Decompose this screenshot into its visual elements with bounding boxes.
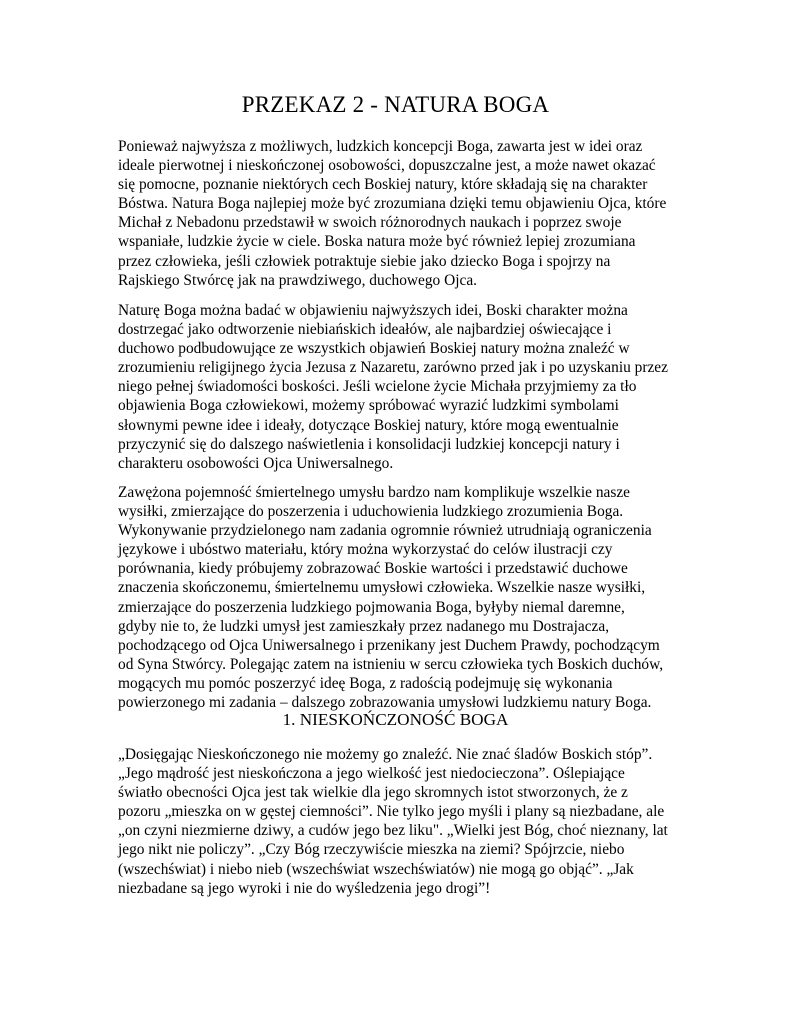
text-line: zrozumieniu religijnego życia Jezusa z Nazaretu, zarówno przed jak i po uzyskaniu przez: [118, 359, 668, 377]
text-line: przyczynić się do dalszego naświetlenia i konsolidacji ludzkiej koncepcji natury i: [118, 435, 620, 453]
text-line: od Syna Stwórcy. Polegając zatem na istnieniu w sercu człowieka tych Boskich duchów,: [118, 655, 664, 673]
text-line: (wszechświat) i niebo nieb (wszechświat wszechświatów) nie mogą go objąć”. „Jak: [118, 860, 634, 878]
text-line: pochodzącego od Ojca Uniwersalnego i przenikany jest Duchem Prawdy, pochodzącym: [118, 636, 660, 654]
text-line: się pomocne, poznanie niektórych cech Boskiej natury, które składają się na charakter: [118, 176, 648, 194]
text-line: objawienia Boga człowiekowi, możemy spróbować wyrazić ludzkimi symbolami: [118, 397, 619, 415]
text-line: jego nikt nie policzy”. „Czy Bóg rzeczywiście mieszka na ziemi? Spójrzcie, niebo: [118, 841, 625, 859]
text-line: znaczenia skończonemu, śmiertelnemu umysłowi człowieka. Wszelkie nasze wysiłki,: [118, 579, 646, 597]
text-line: „on czyni niezmierne dziwy, a cudów jego bez liku". „Wielki jest Bóg, choć nieznany, lat: [118, 822, 668, 840]
text-line: Michał z Nebadonu przedstawił w swoich różnorodnych naukach i poprzez swoje: [118, 214, 622, 232]
section-heading: 1. NIESKOŃCZONOŚĆ BOGA: [282, 710, 509, 729]
text-line: pozoru „mieszka on w gęstej ciemności”. Nie tylko jego myśli i plany są niezbadane, ale: [118, 803, 665, 821]
text-line: wysiłki, zmierzające do poszerzenia i uduchowienia ludzkiego zrozumienia Boga.: [118, 503, 624, 521]
text-line: Bóstwa. Natura Boga najlepiej może być zrozumiana dzięki temu objawieniu Ojca, które: [118, 195, 667, 213]
text-line: mogących mu pomóc poszerzyć ideę Boga, z radością podejmuję się wykonania: [118, 674, 613, 692]
text-line: „Dosięgając Nieskończonego nie możemy go znaleźć. Nie znać śladów Boskich stóp”.: [118, 746, 653, 763]
text-line: światło obecności Ojca jest tak wielkie dla jego skromnych istot stworzonych, że z: [118, 784, 628, 802]
paragraph-3: [118, 483, 678, 712]
paragraph-1: [118, 137, 678, 290]
text-line: Ponieważ najwyższa z możliwych, ludzkich koncepcji Boga, zawarta jest w idei oraz: [118, 138, 643, 155]
text-line: Wykonywanie przydzielonego nam zadania ogromnie również utrudniają ograniczenia: [118, 522, 652, 540]
text-line: duchowo podbudowujące ze wszystkich objawień Boskiej natury można znaleźć w: [118, 340, 630, 358]
text-line: charakteru osobowości Ojca Uniwersalnego.: [118, 454, 394, 472]
text-line: niezbadane są jego wyroki i nie do wyśledzenia jego drogi”!: [118, 879, 491, 897]
text-line: językowe i ubóstwo materiału, który można wykorzystać do celów ilustracji czy: [118, 541, 613, 559]
paragraph-2: [118, 301, 678, 473]
document-title: PRZEKAZ 2 - NATURA BOGA: [241, 92, 550, 117]
text-line: Rajskiego Stwórcę jak na prawdziwego, duchowego Ojca.: [118, 271, 478, 289]
text-line: słownymi pewne idee i ideały, dotyczące Boskiej natury, które mogą ewentualnie: [118, 416, 619, 434]
text-line: zmierzające do poszerzenia ludzkiego pojmowania Boga, byłyby niemal daremne,: [118, 598, 625, 616]
text-line: „Jego mądrość jest nieskończona a jego wielkość jest niedocieczona”. Oślepiające: [118, 765, 625, 783]
text-line: Zawężona pojemność śmiertelnego umysłu bardzo nam komplikuje wszelkie nasze: [118, 484, 631, 501]
text-line: gdyby nie to, że ludzki umysł jest zamieszkały przez nadanego mu Dostrajacza,: [118, 617, 610, 635]
text-line: dostrzegać jako odtworzenie niebiańskich ideałów, ale najbardziej oświecające i: [118, 321, 612, 339]
text-line: niego pełnej świadomości boskości. Jeśli wcielone życie Michała przyjmiemy za tło: [118, 378, 637, 396]
paragraph-4: [118, 745, 678, 898]
text-line: przez człowieka, jeśli człowiek potraktuje siebie jako dziecko Boga i spojrzy na: [118, 252, 611, 270]
text-line: ideale pierwotnej i nieskończonej osobowości, dopuszczalne jest, a może nawet okazać: [118, 157, 656, 175]
text-line: wspaniałe, ludzkie życie w ciele. Boska natura może być również lepiej zrozumiana: [118, 233, 636, 251]
text-line: porównania, kiedy próbujemy zobrazować Boskie wartości i przedstawić duchowe: [118, 560, 628, 578]
text-line: powierzonego mi zadania – dalszego zobrazowania umysłowi ludzkiemu natury Boga.: [118, 694, 652, 712]
text-line: Naturę Boga można badać w objawieniu najwyższych idei, Boski charakter można: [118, 302, 628, 319]
